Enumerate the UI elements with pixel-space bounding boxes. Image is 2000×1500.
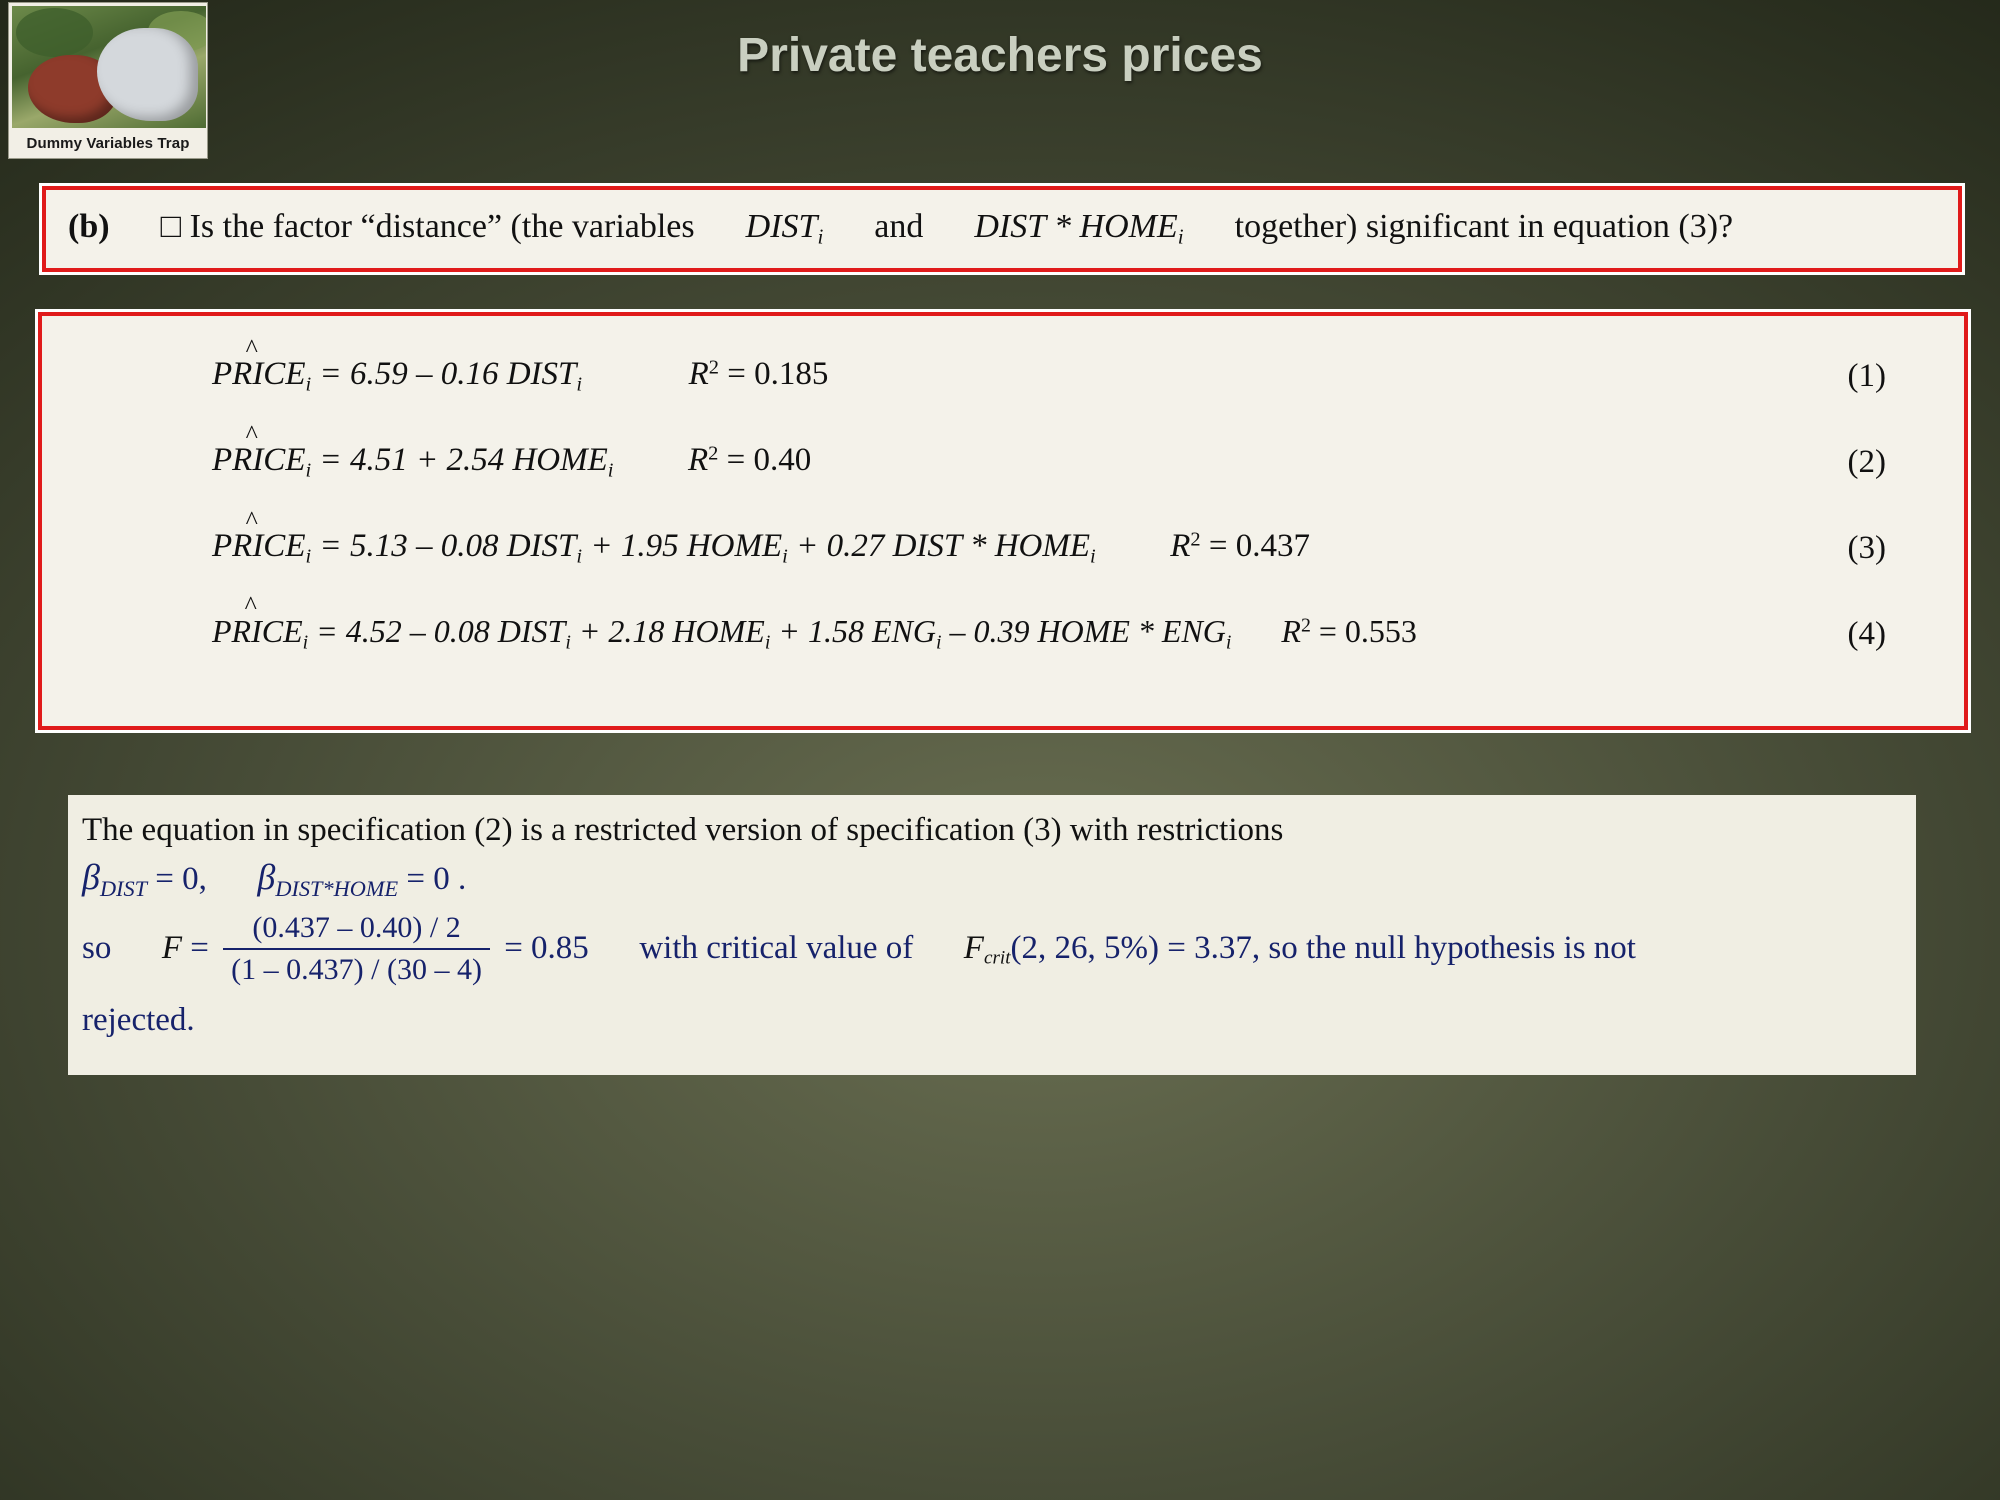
conclusion-restrictions: $\beta_{DIST} = 0$, $\beta_{DIST*HOME} = 0$ . bbox=[82, 856, 467, 902]
equation-4-body: ^ $PRICE_i = 4.52 - 0.08$ $DIST_i + 2.18$ $HOME_i + 1.58$ $ENG_i - 0.39$ HOME * $ENG_i$ $R^2 = 0.553$ bbox=[212, 591, 1417, 654]
conclusion-panel bbox=[68, 795, 1916, 1075]
equation-row bbox=[42, 420, 1964, 504]
critical-value-text: with critical value of bbox=[639, 930, 914, 967]
question-var1: $DIST_i$ bbox=[745, 208, 824, 249]
page-title: Private teachers prices bbox=[737, 29, 1263, 82]
equation-1-number: (1) bbox=[1847, 357, 1886, 394]
equation-3-body: ^ $PRICE_i = 5.13 - 0.08$ $DIST_i + 1.95$ $HOME_i + 0.27$ DIST * $HOME_i$ $R^2 = 0.437$ bbox=[212, 505, 1310, 568]
equation-2-body: ^ $PRICE_i = 4.51 + 2.54$ $HOME_i$ $R^2 = 0.40$ bbox=[212, 419, 812, 482]
beta-dist-home: $\beta_{DIST*HOME}$ bbox=[257, 856, 399, 902]
conclusion-last-line: rejected. bbox=[82, 1002, 195, 1039]
question-var2: DIST * $HOME_i$ bbox=[974, 208, 1184, 249]
beta-dist: $\beta_{DIST}$ bbox=[82, 856, 148, 902]
equation-3-number: (3) bbox=[1847, 529, 1886, 566]
question-label: (b) bbox=[68, 208, 110, 246]
equation-row bbox=[42, 506, 1964, 590]
question-part2: together) significant in equation (3)? bbox=[1234, 208, 1734, 246]
equations-panel bbox=[38, 312, 1968, 730]
f-value: = 0.85 bbox=[504, 930, 589, 967]
f-crit-symbol: Fcrit bbox=[963, 930, 1011, 970]
question-checkbox-icon: □ bbox=[160, 208, 182, 246]
equation-4-number: (4) bbox=[1847, 615, 1886, 652]
question-panel bbox=[42, 186, 1962, 272]
cartoon-illustration-icon bbox=[12, 6, 206, 128]
question-text bbox=[68, 208, 1733, 250]
question-part1: Is the factor “distance” (the variables bbox=[189, 208, 695, 246]
conclusion-line-1: The equation in specification (2) is a restricted version of specification (3) with restrictions bbox=[82, 812, 1284, 848]
conclusion-f-test: so F = $\frac{(0.437 - 0.40) / 2}{(1 - 0.437) / (30 - 4)}$ = 0.85 with critical value of Fcrit(2, 26, 5%) = 3.37, so the null hypothesis is not bbox=[82, 911, 1636, 986]
question-mid: and bbox=[874, 208, 924, 246]
equation-2-number: (2) bbox=[1847, 443, 1886, 480]
equation-row bbox=[42, 592, 1964, 676]
f-symbol: F bbox=[161, 930, 183, 967]
slide-thumbnail bbox=[8, 2, 208, 159]
f-statistic-fraction: $\frac{(0.437 - 0.40) / 2}{(1 - 0.437) / (30 - 4)}$ bbox=[223, 910, 490, 987]
thumbnail-caption: Dummy Variables Trap bbox=[26, 135, 190, 152]
equation-1-body: ^ $PRICE_i = 6.59 - 0.16$ $DIST_i$ $R^2 = 0.185$ bbox=[212, 333, 829, 396]
f-test-so: so bbox=[82, 930, 112, 967]
equation-row bbox=[42, 334, 1964, 418]
